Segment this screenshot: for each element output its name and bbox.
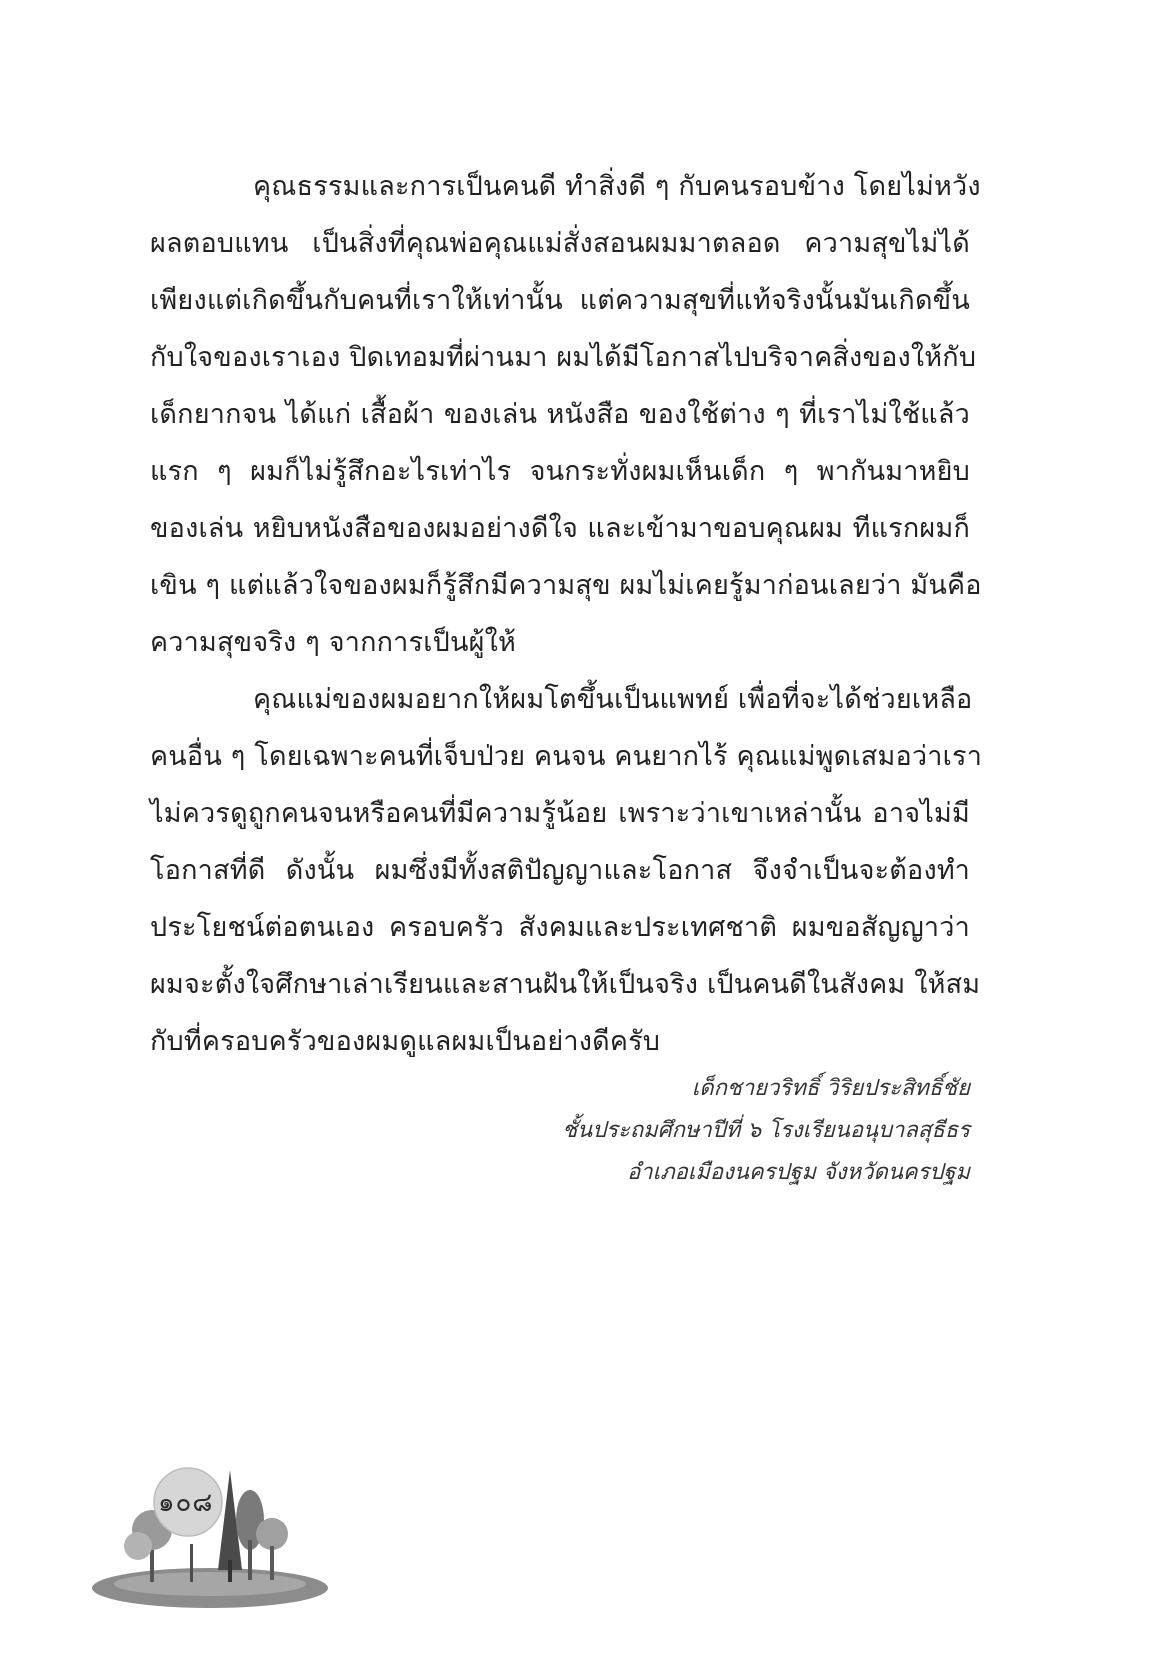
author-location: อำเภอเมืองนครปฐม จังหวัดนครปฐม [627, 1160, 970, 1185]
paragraph-2-line-3: ไม่ควรดูถูกคนจนหรือคนที่มีความรู้น้อย เพราะว่าเขาเหล่านั้น อาจไม่มี [150, 798, 970, 829]
page-number: ๑๐๘ [158, 1488, 214, 1518]
author-name: เด็กชายวริทธิ์ วิริยประสิทธิ์ชัย [691, 1076, 970, 1101]
medium-tree-trunk [248, 1540, 252, 1580]
right-tree-crown [256, 1518, 288, 1550]
article-body [150, 158, 983, 1070]
center-tree-trunk [190, 1544, 193, 1582]
paragraph-1-line-3: เพียงแต่เกิดขึ้นกับคนที่เราให้เท่านั้น แต่ความสุขที่แท้จริงนั้นมันเกิดขึ้น [150, 285, 970, 316]
paragraph-1-line-2: ผลตอบแทน เป็นสิ่งที่คุณพ่อคุณแม่สั่งสอนผมมาตลอด ความสุขไม่ได้ [150, 228, 970, 259]
paragraph-2-line-6: ผมจะตั้งใจศึกษาเล่าเรียนและสานฝันให้เป็นจริง เป็นคนดีในสังคม ให้สม [150, 969, 981, 1000]
paragraph-2-line-4: โอกาสที่ดี ดังนั้น ผมซึ่งมีทั้งสติปัญญาและโอกาส จึงจำเป็นจะต้องทำ [150, 855, 970, 886]
author-signature [562, 1068, 970, 1194]
author-school: ชั้นประถมศึกษาปีที่ ๖ โรงเรียนอนุบาลสุธีธร [562, 1118, 970, 1143]
paragraph-2-line-5: ประโยชน์ต่อตนเอง ครอบครัว สังคมและประเทศชาติ ผมขอสัญญาว่า [150, 912, 970, 943]
right-tree-trunk [270, 1546, 274, 1580]
paragraph-1-line-7: ของเล่น หยิบหนังสือของผมอย่างดีใจ และเข้ามาขอบคุณผม ทีแรกผมก็ [150, 513, 970, 544]
tall-tree-trunk [228, 1560, 232, 1582]
paragraph-1-line-6: แรก ๆ ผมก็ไม่รู้สึกอะไรเท่าไร จนกระทั่งผมเห็นเด็ก ๆ พากันมาหยิบ [150, 456, 970, 487]
small-bush [124, 1532, 152, 1560]
paragraph-2-line-7: กับที่ครอบครัวของผมดูแลผมเป็นอย่างดีครับ [150, 1026, 661, 1057]
paragraph-1-line-9: ความสุขจริง ๆ จากการเป็นผู้ให้ [150, 627, 517, 658]
paragraph-1-line-8: เขิน ๆ แต่แล้วใจของผมก็รู้สึกมีความสุข ผมไม่เคยรู้มาก่อนเลยว่า มันคือ [150, 570, 982, 601]
paragraph-1-line-5: เด็กยากจน ได้แก่ เสื้อผ้า ของเล่น หนังสือ ของใช้ต่าง ๆ ที่เราไม่ใช้แล้ว [150, 399, 970, 430]
ground-highlight [114, 1572, 306, 1596]
paragraph-2-line-2: คนอื่น ๆ โดยเฉพาะคนที่เจ็บป่วย คนจน คนยากไร้ คุณแม่พูดเสมอว่าเรา [150, 741, 983, 772]
paragraph-1-line-4: กับใจของเราเอง ปิดเทอมที่ผ่านมา ผมได้มีโอกาสไปบริจาคสิ่งของให้กับ [150, 342, 977, 373]
paragraph-2-line-1: คุณแม่ของผมอยากให้ผมโตขึ้นเป็นแพทย์ เพื่อที่จะได้ช่วยเหลือ [253, 684, 973, 715]
paragraph-1-line-1: คุณธรรมและการเป็นคนดี ทำสิ่งดี ๆ กับคนรอบข้าง โดยไม่หวัง [253, 171, 981, 202]
